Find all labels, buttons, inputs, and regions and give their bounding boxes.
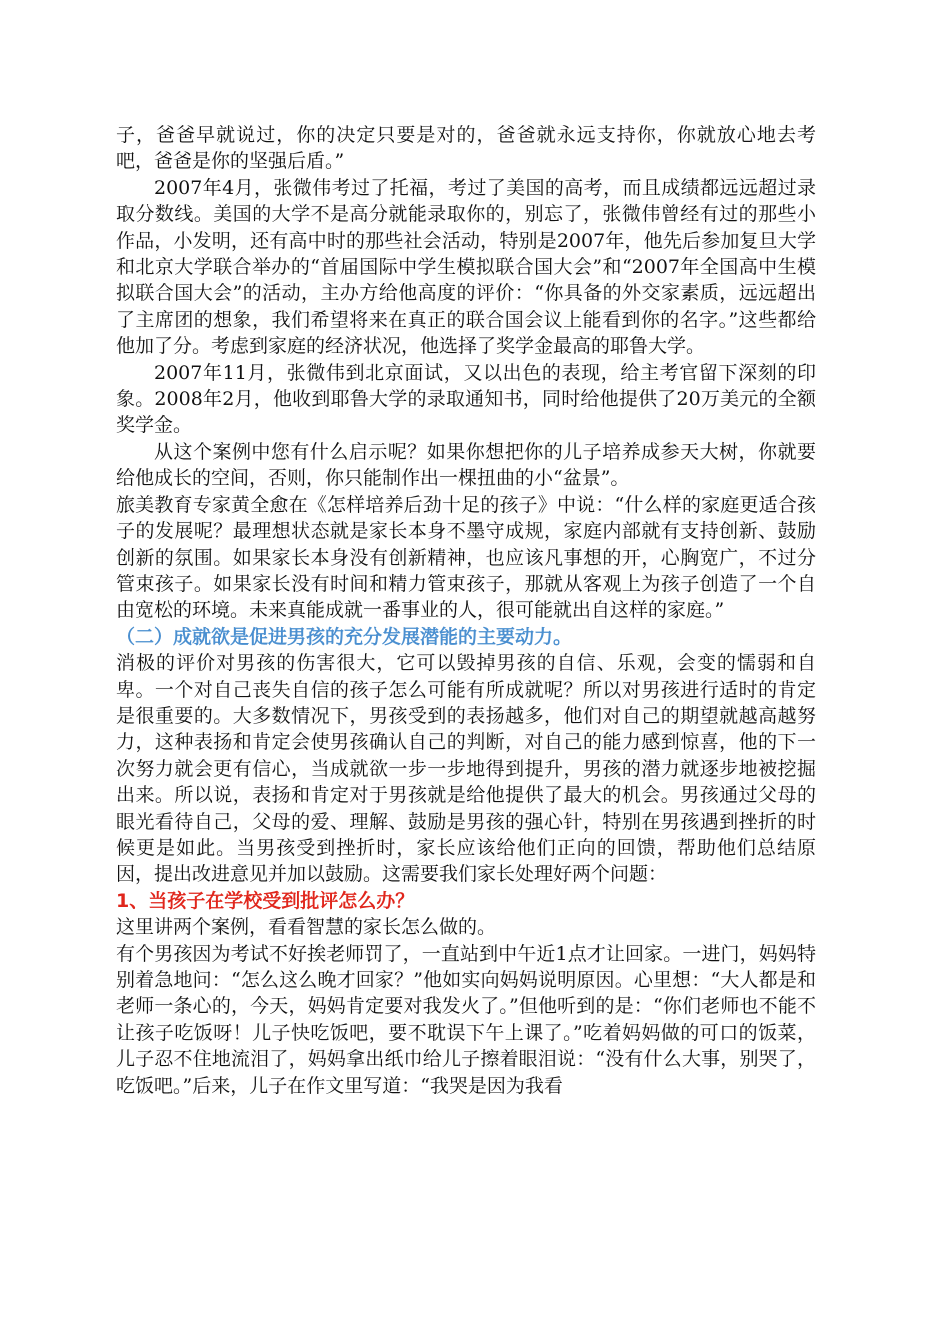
document-page: [116, 122, 816, 1099]
paragraph-toefl: 2007年4月，张微伟考过了托福，考过了美国的高考，而且成绩都远远超过录取分数线。美国的大学不是高分就能录取你的，别忘了，张微伟曾经有过的那些小作品，小发明，还有高中时的那些社会活动，特别是2007年，他先后参加复旦大学和北京大学联合举办的“首届国际中学生模拟联合国大会”和“2007年全国高中生模拟联合国大会”的活动，主办方给他高度的评价：“你具备的外交家素质，远远超出了主席团的想象，我们希望将来在真正的联合国会议上能看到你的名字。”这些都给他加了分。考虑到家庭的经济状况，他选择了奖学金最高的耶鲁大学。: [116, 176, 816, 358]
section-heading-achievement: （二）成就欲是促进男孩的充分发展潜能的主要动力。: [116, 625, 573, 648]
paragraph-inspiration: 从这个案例中您有什么启示呢？如果你想把你的儿子培养成参天大树，你就要给他成长的空间，否则，你只能制作出一棵扭曲的小“盆景”。: [116, 440, 816, 490]
subsection-heading-criticism: 1、当孩子在学校受到批评怎么办？: [116, 889, 415, 912]
paragraph-continuation: 子，爸爸早就说过，你的决定只要是对的，爸爸就永远支持你，你就放心地去考吧，爸爸是你的坚强后盾。”: [116, 124, 816, 173]
paragraph-praise: 消极的评价对男孩的伤害很大，它可以毁掉男孩的自信、乐观，会变的懦弱和自卑。一个对自己丧失自信的孩子怎么可能有所成就呢？所以对男孩进行适时的肯定是很重要的。大多数情况下，男孩受到的表扬越多，他们对自己的期望就越高越努力，这种表扬和肯定会使男孩确认自己的判断，对自己的能力感到惊喜，他的下一次努力就会更有信心，当成就欲一步一步地得到提升，男孩的潜力就逐步地被挖掘出来。所以说，表扬和肯定对于男孩就是给他提供了最大的机会。男孩通过父母的眼光看待自己，父母的爱、理解、鼓励是男孩的强心针，特别在男孩遇到挫折的时候更是如此。当男孩受到挫折时，家长应该给他们正向的回馈，帮助他们总结原因，提出改进意见并加以鼓励。这需要我们家长处理好两个问题：: [116, 652, 816, 886]
paragraph-interview: 2007年11月，张微伟到北京面试，又以出色的表现，给主考官留下深刻的印象。2008年2月，他收到耶鲁大学的录取通知书，同时给他提供了20万美元的全额奖学金。: [116, 361, 816, 437]
paragraph-case-one: 有个男孩因为考试不好挨老师罚了，一直站到中午近1点才让回家。一进门，妈妈特别着急地问：“怎么这么晚才回家？”他如实向妈妈说明原因。心里想：“大人都是和老师一条心的，今天，妈妈肯定要对我发火了。”但他听到的是：“你们老师也不能不让孩子吃饭呀！儿子快吃饭吧，要不耽误下午上课了。”吃着妈妈做的可口的饭菜，儿子忍不住地流泪了，妈妈拿出纸巾给儿子擦着眼泪说：“没有什么大事，别哭了，吃饭吧。”后来，儿子在作文里写道：“我哭是因为我看: [116, 942, 816, 1097]
paragraph-quote: 旅美教育专家黄全愈在《怎样培养后劲十足的孩子》中说：“什么样的家庭更适合孩子的发展呢？最理想状态就是家长本身不墨守成规，家庭内部就有支持创新、鼓励创新的氛围。如果家长本身没有创新精神，也应该凡事想的开，心胸宽广，不过分管束孩子。如果家长没有时间和精力管束孩子，那就从客观上为孩子创造了一个自由宽松的环境。未来真能成就一番事业的人，很可能就出自这样的家庭。”: [116, 493, 816, 622]
paragraph-cases-intro: 这里讲两个案例，看看智慧的家长怎么做的。: [116, 916, 497, 939]
